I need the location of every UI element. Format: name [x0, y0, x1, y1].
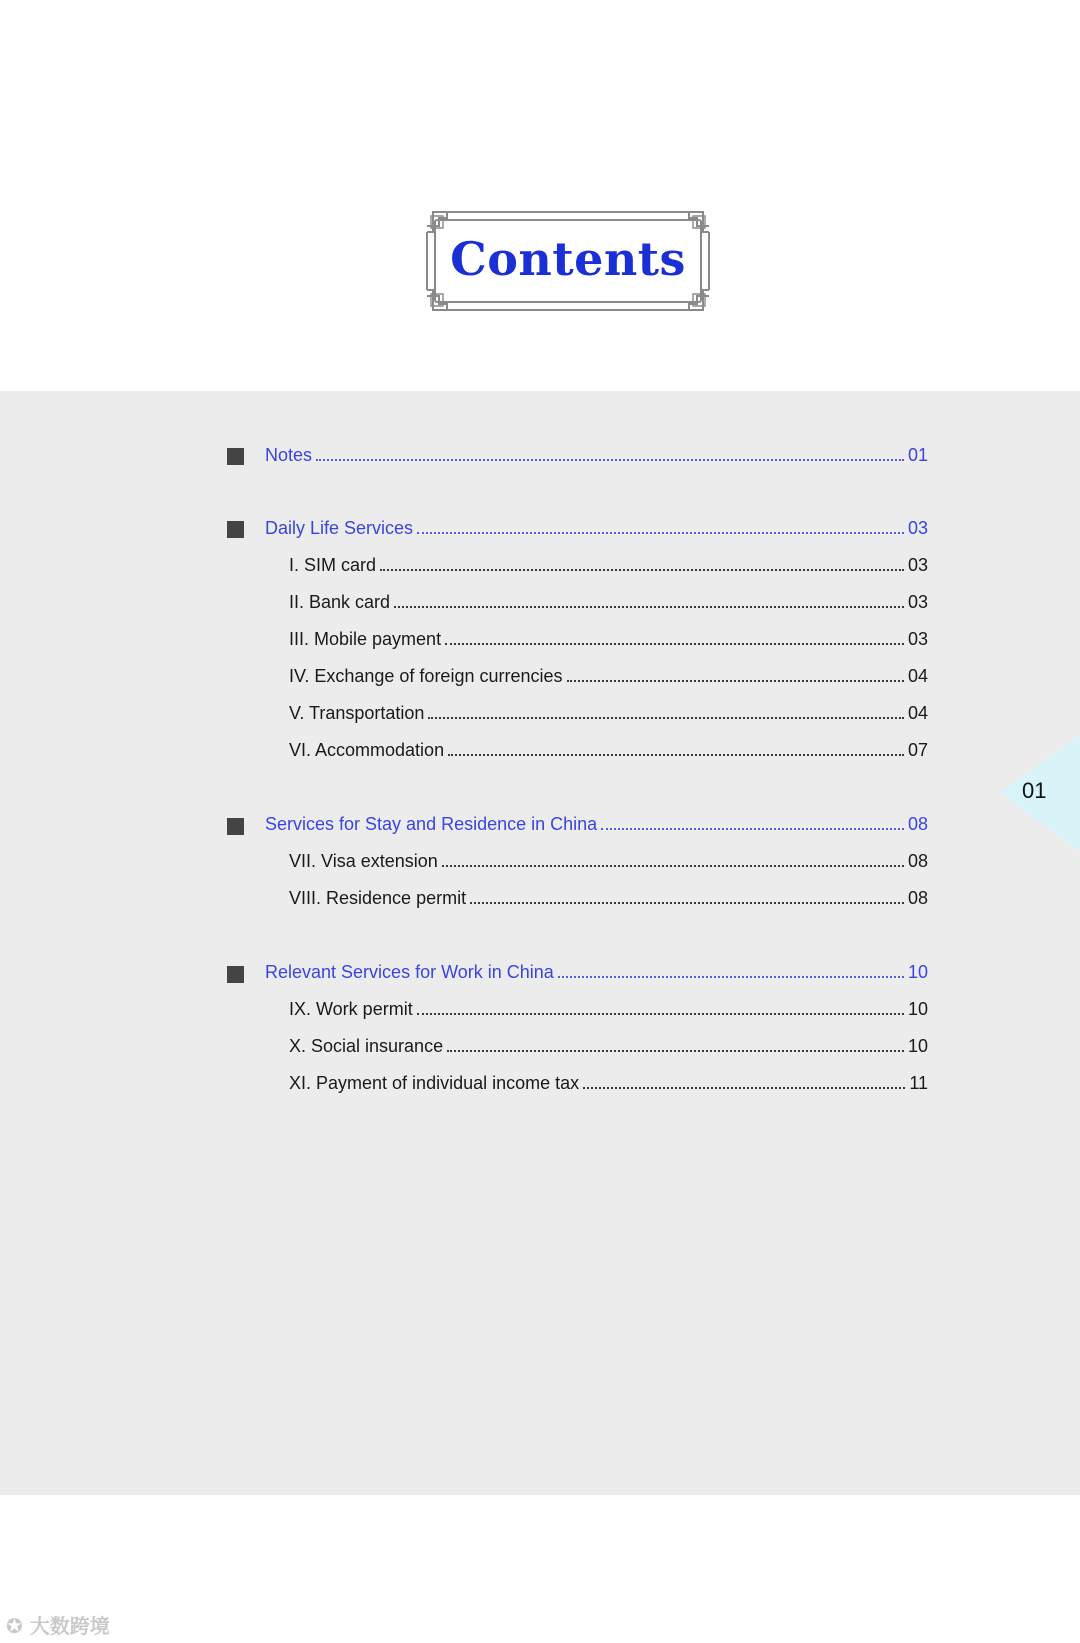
toc-item-work-permit[interactable]	[289, 994, 928, 1020]
toc-page-number: 03	[907, 555, 928, 575]
section-bullet-icon	[227, 818, 244, 835]
toc-page-number: 03	[907, 629, 928, 649]
watermark-icon: ✪	[6, 1614, 23, 1638]
toc-section-notes[interactable]	[265, 440, 928, 466]
toc-page-number: 01	[907, 445, 928, 465]
toc-section-daily-life[interactable]	[265, 513, 928, 539]
toc-page-number: 08	[907, 814, 928, 834]
toc-item-label: VIII. Residence permit	[289, 888, 467, 908]
toc-item-label: III. Mobile payment	[289, 629, 442, 649]
dot-leader	[380, 568, 904, 571]
watermark-text: 大数跨境	[29, 1614, 110, 1638]
toc-item-label: X. Social insurance	[289, 1036, 444, 1056]
toc-page-number: 04	[907, 703, 928, 723]
toc-section-label: Notes	[265, 445, 313, 465]
toc-page-number: 04	[907, 666, 928, 686]
page-title: Contents	[450, 232, 686, 286]
toc-page-number: 07	[907, 740, 928, 760]
toc-item-mobile-payment[interactable]	[289, 624, 928, 650]
toc-item-visa-extension[interactable]	[289, 846, 928, 872]
toc-page-number: 08	[907, 851, 928, 871]
toc-item-bank-card[interactable]	[289, 587, 928, 613]
section-bullet-icon	[227, 521, 244, 538]
toc-page-number: 11	[909, 1073, 928, 1093]
dot-leader	[558, 975, 904, 978]
dot-leader	[470, 901, 904, 904]
toc-item-label: II. Bank card	[289, 592, 391, 612]
toc-item-currency-exchange[interactable]	[289, 661, 928, 687]
dot-leader	[442, 864, 904, 867]
page-number: 01	[1022, 778, 1047, 803]
section-bullet-icon	[227, 448, 244, 465]
title-frame	[423, 208, 713, 314]
toc-page-number: 03	[907, 592, 928, 612]
toc-item-label: IX. Work permit	[289, 999, 413, 1019]
dot-leader	[445, 642, 904, 645]
toc-item-label: VI. Accommodation	[289, 740, 445, 760]
dot-leader	[583, 1086, 905, 1089]
dot-leader	[417, 1012, 904, 1015]
toc-section-work[interactable]	[265, 957, 928, 983]
watermark-logo	[6, 1610, 110, 1639]
toc-item-income-tax[interactable]	[289, 1068, 928, 1094]
toc-item-label: V. Transportation	[289, 703, 425, 723]
toc-section-label: Daily Life Services	[265, 518, 414, 538]
toc-item-label: IV. Exchange of foreign currencies	[289, 666, 563, 686]
toc-item-social-insurance[interactable]	[289, 1031, 928, 1057]
section-bullet-icon	[227, 966, 244, 983]
dot-leader	[567, 679, 904, 682]
toc-section-label: Relevant Services for Work in China	[265, 962, 554, 982]
toc-page-number: 03	[907, 518, 928, 538]
toc-section-label: Services for Stay and Residence in China	[265, 814, 598, 834]
toc-section-stay-residence[interactable]	[265, 809, 928, 835]
dot-leader	[448, 753, 904, 756]
dot-leader	[417, 531, 904, 534]
dot-leader	[316, 458, 904, 461]
toc-item-transportation[interactable]	[289, 698, 928, 724]
toc-item-accommodation[interactable]	[289, 735, 928, 761]
dot-leader	[394, 605, 904, 608]
toc-item-label: I. SIM card	[289, 555, 377, 575]
toc-page-number: 08	[907, 888, 928, 908]
toc-item-residence-permit[interactable]	[289, 883, 928, 909]
toc-item-label: VII. Visa extension	[289, 851, 438, 871]
toc-page-number: 10	[907, 1036, 928, 1056]
dot-leader	[601, 827, 904, 830]
dot-leader	[428, 716, 904, 719]
toc-item-label: XI. Payment of individual income tax	[289, 1073, 580, 1093]
toc-item-sim-card[interactable]	[289, 550, 928, 576]
toc-page-number: 10	[907, 999, 928, 1019]
dot-leader	[447, 1049, 904, 1052]
toc-page-number: 10	[907, 962, 928, 982]
